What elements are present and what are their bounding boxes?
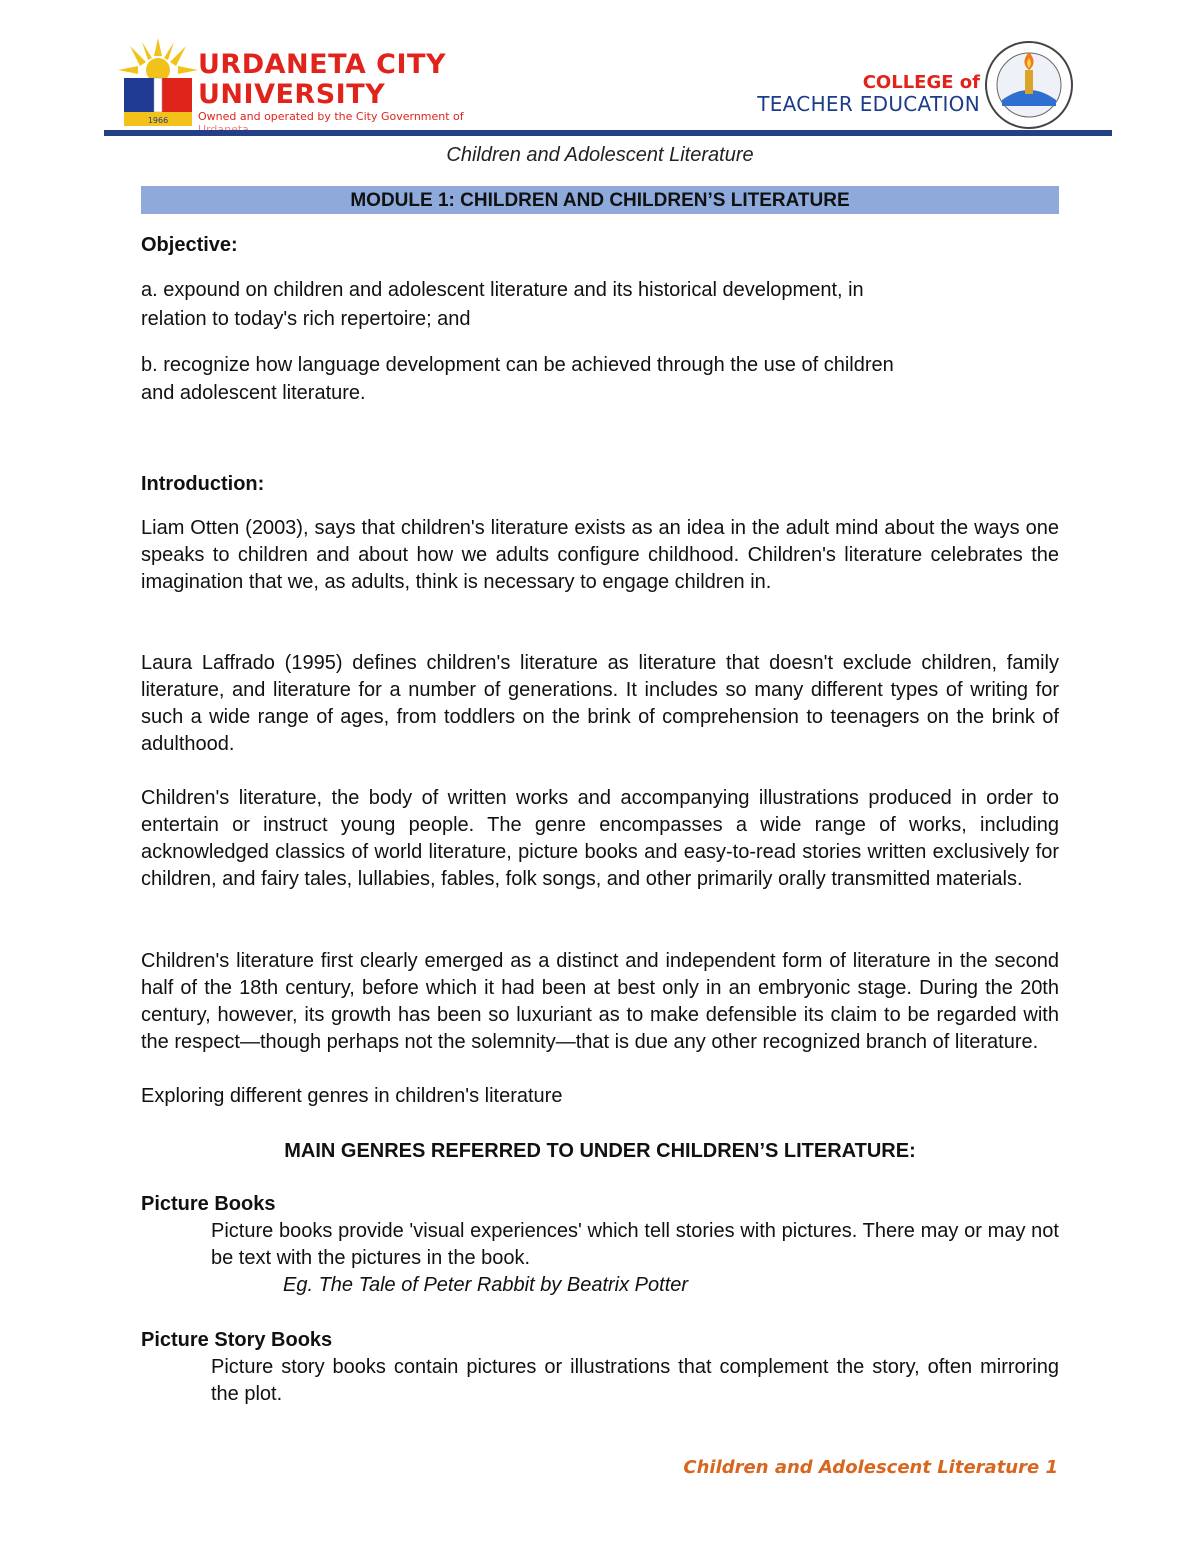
introduction-paragraph-4: Children's literature first clearly emerged as a distinct and independent form of literature in the second half of the 18th century, before which it had been at best only in an embryonic stage. During the 20th century, however, its growth has been so luxuriant as to make defensible its claim to be regarded with the respect—though perhaps not the solemnity—that is due any other recognized branch of literature. [141,950,1059,1053]
university-subtitle: Owned and operated by the City Government of [198,110,464,123]
objective-a-line1: a. expound on children and adolescent literature and its historical development, in [141,279,864,301]
header-rule [104,130,1112,136]
page-header [0,0,1200,140]
introduction-paragraph-2: Laura Laffrado (1995) defines children's literature as literature that doesn't exclude children, family literature, and literature for a number of generations. It includes so many different types of writing for such a wide range of ages, from toddlers on the brink of comprehension to teenagers on the brink of adulthood. [141,652,1059,755]
page-footer: Children and Adolescent Literature 1 [683,1457,1058,1478]
university-logo [118,38,198,128]
objective-b-line2: and adolescent literature. [141,382,366,404]
course-title: Children and Adolescent Literature [446,144,754,166]
introduction-paragraph-1: Liam Otten (2003), says that children's literature exists as an idea in the adult mind about the ways one speaks to children and about how we adults configure childhood. Children's literature celebrates the imagination that we, as adults, think is necessary to engage children in. [141,517,1059,593]
introduction-paragraph-5: Exploring different genres in children's literature [141,1085,563,1107]
picture-books-description: Picture books provide 'visual experiences' which tell stories with pictures. There may or may not be text with the pictures in the book. [211,1220,1059,1269]
objective-b-line1: b. recognize how language development can be achieved through the use of children [141,354,894,376]
university-name: URDANETA CITY UNIVERSITY [198,49,447,110]
picture-story-books-title: Picture Story Books [141,1329,333,1351]
introduction-heading: Introduction: [141,473,265,495]
college-name: COLLEGE of TEACHER EDUCATION [757,72,980,116]
svg-text:1966: 1966 [147,116,169,125]
introduction-paragraph-3: Children's literature, the body of written works and accompanying illustrations produced in order to entertain or instruct young people. The genre encompasses a wide range of works, including acknowledged classics of world literature, picture books and easy-to-read stories written exclusively for children, and fairy tales, lullabies, fables, folk songs, and other primarily orally transmitted materials. [141,787,1059,890]
objective-a-line2: relation to today's rich repertoire; and [141,308,471,330]
picture-books-title: Picture Books [141,1193,276,1215]
module-title: MODULE 1: CHILDREN AND CHILDREN’S LITERATURE [141,186,1059,214]
college-seal-icon [984,40,1074,130]
objective-heading: Objective: [141,234,238,256]
genres-heading: MAIN GENRES REFERRED TO UNDER CHILDREN’S LITERATURE: [284,1140,916,1162]
picture-books-example: Eg. The Tale of Peter Rabbit by Beatrix Potter [283,1274,689,1296]
picture-story-books-description: Picture story books contain pictures or illustrations that complement the story, often mirroring the plot. [211,1356,1059,1405]
